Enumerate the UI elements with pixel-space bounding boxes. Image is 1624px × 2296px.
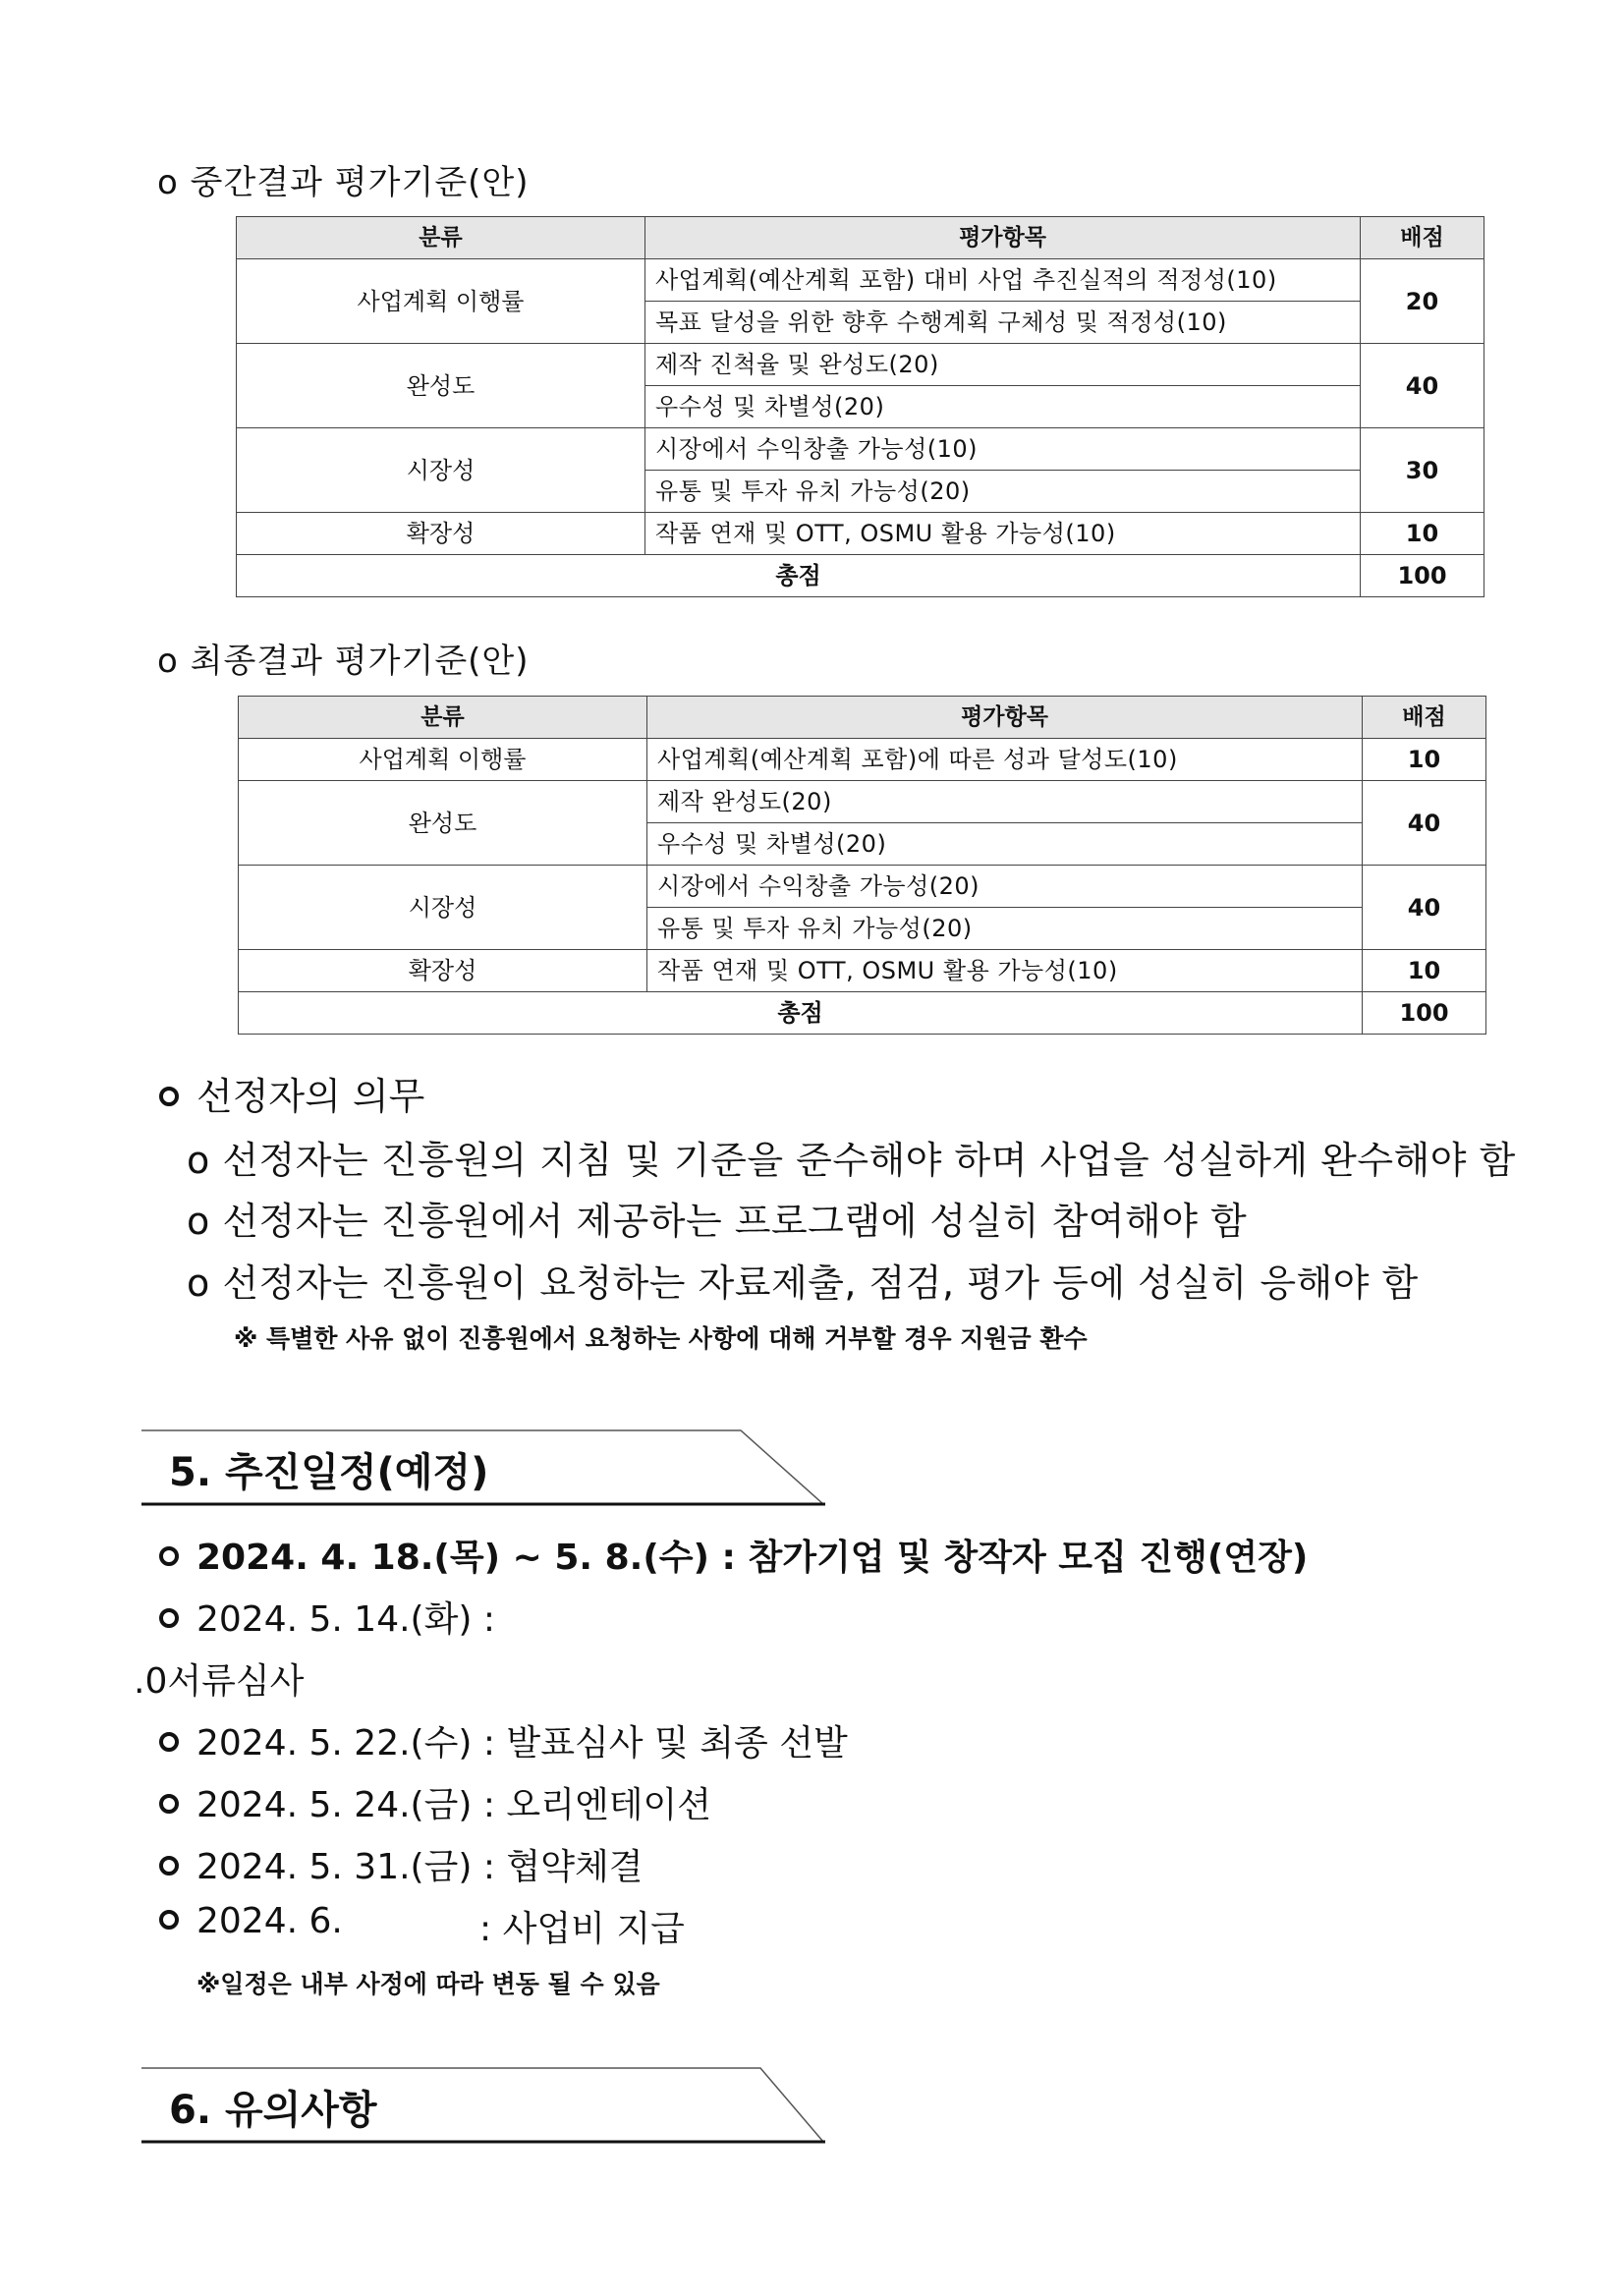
circle-bullet-icon	[159, 1910, 179, 1930]
circle-bullet-icon	[159, 1732, 179, 1752]
schedule-text: 2024. 5. 31.(금) : 협약체결	[196, 1847, 644, 1887]
category-cell: 시장성	[237, 428, 645, 513]
item-cell: 유통 및 투자 유치 가능성(20)	[645, 471, 1361, 513]
schedule-text: 2024. 4. 18.(목) ~ 5. 8.(수) : 참가기업 및 창작자 모집 진행(연장)	[196, 1538, 1309, 1578]
score-cell: 20	[1361, 259, 1484, 344]
duty-item: o 선정자는 진흥원의 지침 및 기준을 준수해야 하며 사업을 성실하게 완수해야 함	[187, 1139, 1516, 1182]
category-cell: 확장성	[237, 513, 645, 555]
total-score: 100	[1361, 555, 1484, 597]
score-cell: 40	[1363, 781, 1486, 866]
final-eval-heading: o 최종결과 평가기준(안)	[157, 642, 530, 681]
schedule-item	[159, 1592, 495, 1642]
schedule-text: 2024. 5. 22.(수) : 발표심사 및 최종 선발	[196, 1723, 848, 1764]
category-cell: 완성도	[239, 781, 647, 866]
section5-title: 5. 추진일정(예정)	[169, 1450, 489, 1495]
category-cell: 사업계획 이행률	[237, 259, 645, 344]
header-score: 배점	[1361, 217, 1484, 259]
duties-note: ※ 특별한 사유 없이 진흥원에서 요청하는 사항에 대해 거부할 경우 지원금 환수	[234, 1324, 1088, 1353]
score-cell: 40	[1363, 866, 1486, 950]
section6-title: 6. 유의사항	[169, 2088, 377, 2133]
header-category: 분류	[237, 217, 645, 259]
item-cell: 제작 완성도(20)	[647, 781, 1363, 823]
score-cell: 10	[1363, 739, 1486, 781]
total-label: 총점	[239, 992, 1363, 1035]
schedule-text: 2024. 5. 14.(화) :	[196, 1599, 495, 1640]
mid-eval-heading: o 중간결과 평가기준(안)	[157, 163, 530, 202]
item-cell: 작품 연재 및 OTT, OSMU 활용 가능성(10)	[645, 513, 1361, 555]
schedule-item	[159, 1715, 848, 1765]
category-cell: 완성도	[237, 344, 645, 428]
circle-bullet-icon	[159, 1546, 179, 1566]
duty-item: o 선정자는 진흥원에서 제공하는 프로그램에 성실히 참여해야 함	[187, 1200, 1248, 1243]
item-cell: 목표 달성을 위한 향후 수행계획 구체성 및 적정성(10)	[645, 302, 1361, 344]
schedule-item	[159, 1777, 711, 1827]
header-category: 분류	[239, 697, 647, 739]
mid-eval-table	[236, 216, 1484, 597]
circle-bullet-icon	[159, 1087, 179, 1106]
item-cell: 작품 연재 및 OTT, OSMU 활용 가능성(10)	[647, 950, 1363, 992]
schedule-item	[159, 1530, 1308, 1580]
header-score: 배점	[1363, 697, 1486, 739]
header-item: 평가항목	[645, 217, 1361, 259]
circle-bullet-icon	[159, 1856, 179, 1876]
circle-bullet-icon	[159, 1794, 179, 1814]
category-cell: 확장성	[239, 950, 647, 992]
item-cell: 우수성 및 차별성(20)	[645, 386, 1361, 428]
score-cell: 30	[1361, 428, 1484, 513]
item-cell: 사업계획(예산계획 포함)에 따른 성과 달성도(10)	[647, 739, 1363, 781]
item-cell: 제작 진척율 및 완성도(20)	[645, 344, 1361, 386]
section6-header	[141, 2067, 825, 2144]
duty-item: o 선정자는 진흥원이 요청하는 자료제출, 점검, 평가 등에 성실히 응해야 함	[187, 1261, 1419, 1305]
circle-bullet-icon	[159, 1608, 179, 1628]
schedule-text: 2024. 5. 24.(금) : 오리엔테이션	[196, 1785, 712, 1825]
item-cell: 시장에서 수익창출 가능성(10)	[645, 428, 1361, 471]
schedule-text: : 사업비 지급	[479, 1909, 685, 1949]
duties-title: 선정자의 의무	[196, 1075, 425, 1118]
item-cell: 우수성 및 차별성(20)	[647, 823, 1363, 866]
final-eval-table	[238, 696, 1486, 1035]
total-label: 총점	[237, 555, 1361, 597]
score-cell: 10	[1361, 513, 1484, 555]
category-cell: 시장성	[239, 866, 647, 950]
stray-line: .0서류심사	[134, 1661, 305, 1702]
score-cell: 10	[1363, 950, 1486, 992]
item-cell: 시장에서 수익창출 가능성(20)	[647, 866, 1363, 908]
schedule-text: 2024. 6.	[196, 1901, 343, 1941]
schedule-item	[159, 1901, 343, 1941]
score-cell: 40	[1361, 344, 1484, 428]
category-cell: 사업계획 이행률	[239, 739, 647, 781]
item-cell: 사업계획(예산계획 포함) 대비 사업 추진실적의 적정성(10)	[645, 259, 1361, 302]
schedule-note: ※일정은 내부 사정에 따라 변동 될 수 있음	[196, 1970, 660, 1998]
total-score: 100	[1363, 992, 1486, 1035]
header-item: 평가항목	[647, 697, 1363, 739]
duties-title-line	[159, 1066, 424, 1120]
schedule-item	[159, 1839, 644, 1889]
section5-header	[141, 1429, 825, 1506]
item-cell: 유통 및 투자 유치 가능성(20)	[647, 908, 1363, 950]
